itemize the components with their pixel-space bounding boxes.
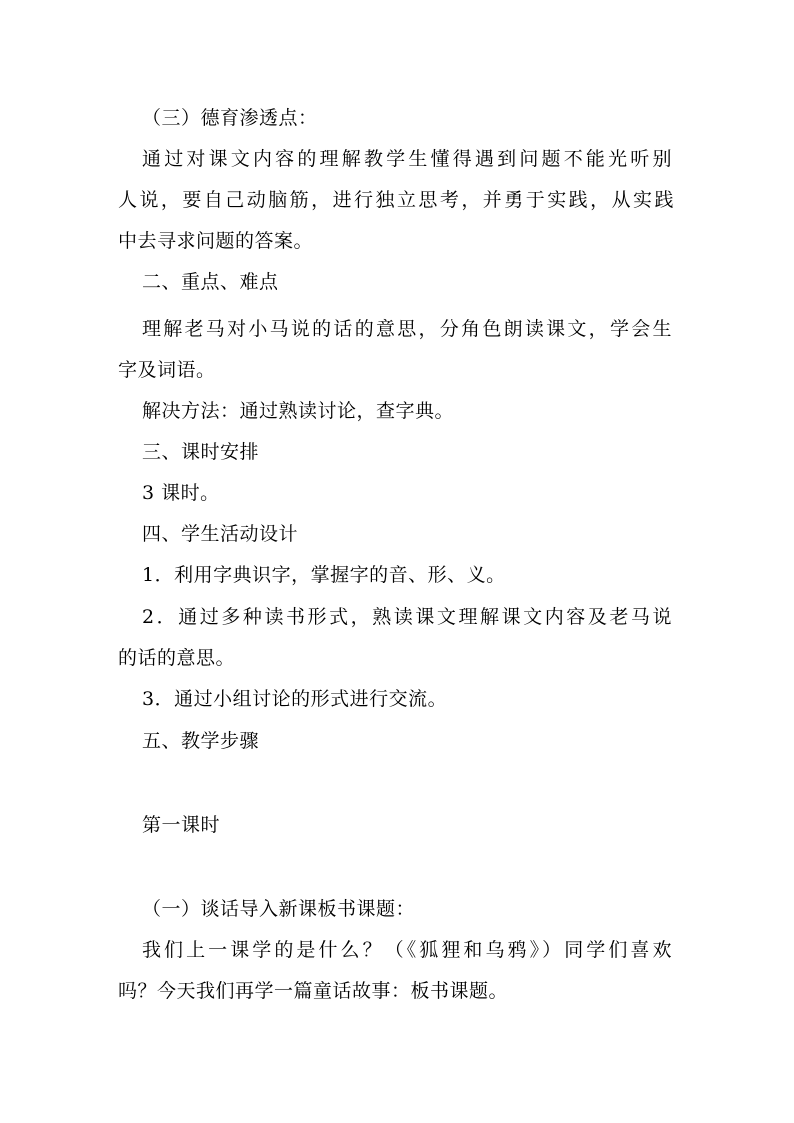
list-item-continuation: 的话的意思。 [118, 647, 236, 669]
section-heading-steps: 五、教学步骤 [142, 730, 260, 752]
paragraph-line: 字及词语。 [118, 359, 216, 381]
lesson-heading: 第一课时 [142, 814, 221, 836]
paragraph-line: 中去寻求问题的答案。 [118, 230, 314, 252]
section-heading-key-points: 二、重点、难点 [142, 271, 279, 293]
paragraph-line: 我们上一课学的是什么？（《狐狸和乌鸦》）同学们喜欢 [142, 939, 672, 961]
paragraph-line: 通过对课文内容的理解教学生懂得遇到问题不能光听别 [142, 148, 672, 170]
paragraph-line: 解决方法：通过熟读讨论，查字典。 [142, 400, 455, 422]
list-item: 3．通过小组讨论的形式进行交流。 [142, 688, 448, 710]
section-heading-schedule: 三、课时安排 [142, 441, 260, 463]
list-item: 1．利用字典识字，掌握字的音、形、义。 [142, 564, 506, 586]
section-heading-activities: 四、学生活动设计 [142, 523, 299, 545]
subsection-heading: （一）谈话导入新课板书课题： [142, 898, 416, 920]
paragraph-line: 理解老马对小马说的话的意思，分角色朗读课文，学会生 [142, 318, 672, 340]
paragraph-line: 人说，要自己动脑筋，进行独立思考，并勇于实践，从实践 [118, 189, 674, 211]
paragraph-line: 3 课时。 [142, 482, 220, 504]
list-item: 2．通过多种读书形式，熟读课文理解课文内容及老马说 [142, 606, 672, 628]
section-heading-moral-education: （三）德育渗透点： [142, 107, 318, 129]
paragraph-line: 吗？今天我们再学一篇童话故事：板书课题。 [118, 980, 509, 1002]
